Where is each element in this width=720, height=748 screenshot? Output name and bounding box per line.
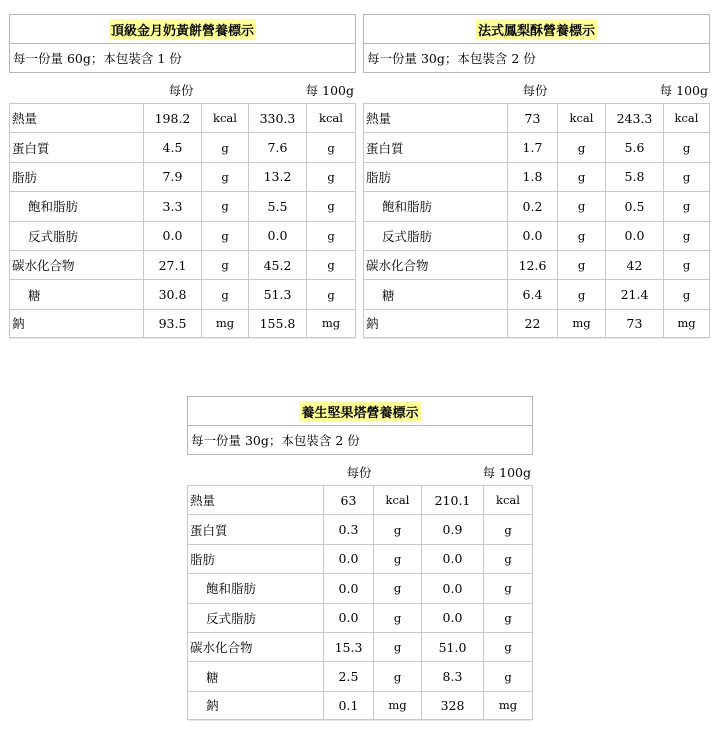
nutrient-row [187, 691, 533, 720]
nutrient-name: 熱量 [9, 103, 143, 132]
per-100g-unit: g [306, 250, 356, 279]
per-serving-value: 1.8 [507, 162, 557, 191]
panel-title: 養生堅果塔營養標示 [299, 401, 420, 422]
panel-title-box [9, 14, 356, 44]
per-100g-header: 每 100g [659, 83, 708, 98]
nutrient-name: 蛋白質 [187, 514, 323, 543]
per-100g-unit: kcal [663, 103, 710, 132]
nutrient-name: 反式脂肪 [187, 603, 323, 632]
per-serving-unit: g [557, 279, 605, 308]
per-100g-unit: g [306, 162, 356, 191]
per-serving-value: 1.7 [507, 132, 557, 161]
column-header-row [9, 73, 356, 103]
per-100g-value: 328 [421, 691, 483, 720]
nutrient-row [363, 103, 710, 132]
per-serving-unit: g [557, 162, 605, 191]
nutrient-name: 碳水化合物 [187, 632, 323, 661]
per-100g-value: 155.8 [248, 309, 306, 338]
nutrient-name: 熱量 [187, 485, 323, 514]
nutrient-row [9, 103, 356, 132]
per-100g-unit: g [663, 132, 710, 161]
per-serving-value: 30.8 [143, 279, 201, 308]
nutrient-row [9, 132, 356, 161]
per-serving-value: 63 [323, 485, 373, 514]
per-100g-unit: g [663, 191, 710, 220]
per-100g-value: 0.0 [421, 603, 483, 632]
per-100g-header: 每 100g [482, 465, 531, 480]
nutrient-name: 飽和脂肪 [9, 191, 143, 220]
per-serving-value: 15.3 [323, 632, 373, 661]
nutrient-name: 蛋白質 [363, 132, 507, 161]
serving-info [363, 44, 710, 73]
per-serving-unit: g [373, 603, 421, 632]
column-header-row [363, 73, 710, 103]
serving-info [187, 426, 533, 455]
per-serving-value: 3.3 [143, 191, 201, 220]
panel-title: 頂級金月奶黃餅營養標示 [109, 19, 256, 40]
per-100g-value: 51.3 [248, 279, 306, 308]
per-serving-value: 12.6 [507, 250, 557, 279]
nutrient-row [363, 132, 710, 161]
nutrient-row [363, 191, 710, 220]
serving-info [9, 44, 356, 73]
per-100g-value: 42 [605, 250, 663, 279]
per-serving-value: 6.4 [507, 279, 557, 308]
nutrient-row [363, 162, 710, 191]
panel-title-box [363, 14, 710, 44]
per-serving-unit: g [373, 544, 421, 573]
panel-title: 法式鳳梨酥營養標示 [476, 19, 597, 40]
nutrient-row [187, 485, 533, 514]
per-100g-value: 13.2 [248, 162, 306, 191]
per-serving-value: 2.5 [323, 661, 373, 690]
per-serving-unit: g [201, 132, 248, 161]
per-100g-unit: g [663, 221, 710, 250]
per-serving-unit: kcal [373, 485, 421, 514]
per-serving-unit: g [373, 573, 421, 602]
nutrient-name: 脂肪 [9, 162, 143, 191]
per-serving-unit: g [557, 221, 605, 250]
per-serving-unit: g [201, 191, 248, 220]
per-100g-value: 210.1 [421, 485, 483, 514]
nutrient-row [187, 514, 533, 543]
per-serving-value: 4.5 [143, 132, 201, 161]
per-100g-unit: g [483, 514, 533, 543]
nutrition-table [363, 103, 710, 338]
nutrient-name: 鈉 [187, 691, 323, 720]
per-serving-header: 每份 [168, 83, 194, 98]
per-serving-unit: g [557, 250, 605, 279]
per-100g-value: 0.9 [421, 514, 483, 543]
per-100g-value: 330.3 [248, 103, 306, 132]
per-100g-unit: g [663, 279, 710, 308]
per-serving-value: 0.0 [323, 573, 373, 602]
column-header-row [187, 455, 533, 485]
nutrient-name: 碳水化合物 [363, 250, 507, 279]
per-serving-unit: g [201, 279, 248, 308]
per-serving-unit: g [557, 132, 605, 161]
per-100g-unit: g [306, 279, 356, 308]
per-serving-unit: g [557, 191, 605, 220]
per-serving-value: 0.1 [323, 691, 373, 720]
nutrient-name: 糖 [187, 661, 323, 690]
serving-text: 每一份量 30g；本包裝含 2 份 [191, 433, 360, 448]
per-100g-value: 0.0 [248, 221, 306, 250]
per-100g-value: 7.6 [248, 132, 306, 161]
per-100g-unit: g [483, 661, 533, 690]
nutrient-row [9, 309, 356, 338]
nutrient-name: 鈉 [363, 309, 507, 338]
nutrition-panel-nut-tart [187, 396, 533, 720]
per-100g-unit: g [483, 632, 533, 661]
nutrition-panel-mooncake [9, 14, 356, 338]
nutrient-name: 飽和脂肪 [363, 191, 507, 220]
nutrient-name: 鈉 [9, 309, 143, 338]
per-100g-value: 0.0 [421, 573, 483, 602]
per-100g-value: 243.3 [605, 103, 663, 132]
per-serving-unit: g [373, 514, 421, 543]
nutrient-name: 反式脂肪 [9, 221, 143, 250]
nutrient-row [9, 279, 356, 308]
per-100g-unit: g [483, 544, 533, 573]
nutrient-row [187, 661, 533, 690]
per-serving-unit: g [373, 632, 421, 661]
per-serving-header: 每份 [522, 83, 548, 98]
per-100g-value: 0.5 [605, 191, 663, 220]
nutrient-row [363, 309, 710, 338]
per-serving-value: 0.2 [507, 191, 557, 220]
per-100g-value: 8.3 [421, 661, 483, 690]
per-serving-value: 0.0 [323, 544, 373, 573]
nutrient-row [9, 221, 356, 250]
per-100g-value: 45.2 [248, 250, 306, 279]
serving-text: 每一份量 30g；本包裝含 2 份 [367, 51, 536, 66]
per-100g-unit: g [663, 250, 710, 279]
nutrient-row [187, 544, 533, 573]
per-100g-unit: g [306, 191, 356, 220]
per-100g-unit: mg [663, 309, 710, 338]
per-100g-value: 5.8 [605, 162, 663, 191]
per-100g-unit: g [483, 603, 533, 632]
nutrient-name: 反式脂肪 [363, 221, 507, 250]
nutrient-row [363, 250, 710, 279]
per-100g-unit: g [663, 162, 710, 191]
per-serving-header: 每份 [346, 465, 372, 480]
nutrient-row [187, 632, 533, 661]
per-100g-header: 每 100g [305, 83, 354, 98]
per-serving-unit: g [201, 221, 248, 250]
per-100g-unit: mg [483, 691, 533, 720]
per-serving-value: 198.2 [143, 103, 201, 132]
per-serving-value: 0.0 [143, 221, 201, 250]
nutrient-row [363, 221, 710, 250]
nutrition-panel-pineapple-cake [363, 14, 710, 338]
per-100g-unit: kcal [306, 103, 356, 132]
nutrient-name: 飽和脂肪 [187, 573, 323, 602]
nutrient-row [9, 162, 356, 191]
per-serving-unit: mg [373, 691, 421, 720]
nutrient-row [187, 603, 533, 632]
per-100g-value: 73 [605, 309, 663, 338]
nutrient-row [187, 573, 533, 602]
panel-title-box [187, 396, 533, 426]
serving-text: 每一份量 60g；本包裝含 1 份 [13, 51, 182, 66]
per-serving-value: 0.0 [323, 603, 373, 632]
per-100g-unit: g [483, 573, 533, 602]
per-serving-unit: g [201, 250, 248, 279]
per-100g-value: 0.0 [605, 221, 663, 250]
nutrient-row [9, 191, 356, 220]
per-serving-unit: kcal [557, 103, 605, 132]
per-serving-unit: kcal [201, 103, 248, 132]
nutrient-name: 糖 [363, 279, 507, 308]
nutrient-name: 蛋白質 [9, 132, 143, 161]
nutrient-row [9, 250, 356, 279]
per-100g-unit: kcal [483, 485, 533, 514]
per-100g-value: 51.0 [421, 632, 483, 661]
per-100g-unit: mg [306, 309, 356, 338]
nutrient-name: 脂肪 [187, 544, 323, 573]
per-100g-unit: g [306, 221, 356, 250]
per-serving-unit: g [201, 162, 248, 191]
nutrient-name: 碳水化合物 [9, 250, 143, 279]
per-serving-value: 27.1 [143, 250, 201, 279]
per-serving-unit: g [373, 661, 421, 690]
per-100g-value: 5.6 [605, 132, 663, 161]
per-serving-value: 0.3 [323, 514, 373, 543]
nutrient-name: 糖 [9, 279, 143, 308]
per-serving-unit: mg [557, 309, 605, 338]
per-100g-unit: g [306, 132, 356, 161]
nutrient-name: 脂肪 [363, 162, 507, 191]
nutrition-table [9, 103, 356, 338]
per-serving-unit: mg [201, 309, 248, 338]
nutrient-row [363, 279, 710, 308]
nutrition-table [187, 485, 533, 720]
nutrient-name: 熱量 [363, 103, 507, 132]
per-100g-value: 5.5 [248, 191, 306, 220]
per-serving-value: 22 [507, 309, 557, 338]
per-serving-value: 93.5 [143, 309, 201, 338]
per-serving-value: 73 [507, 103, 557, 132]
per-100g-value: 21.4 [605, 279, 663, 308]
per-serving-value: 0.0 [507, 221, 557, 250]
per-serving-value: 7.9 [143, 162, 201, 191]
per-100g-value: 0.0 [421, 544, 483, 573]
